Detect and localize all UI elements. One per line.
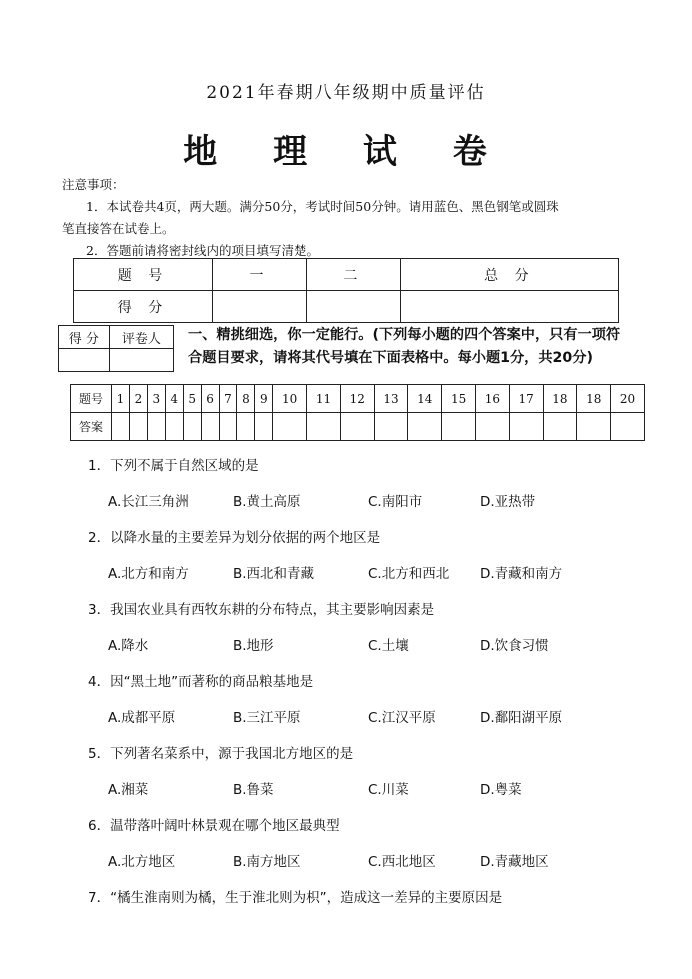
answer-cell[interactable] [219, 413, 237, 441]
question-number-cell: 11 [307, 385, 341, 413]
question-number-cell: 16 [475, 385, 509, 413]
question-number-cell: 14 [408, 385, 442, 413]
question-number-cell: 9 [255, 385, 273, 413]
option-b[interactable]: B.南方地区 [233, 854, 301, 870]
score-cell[interactable] [306, 291, 400, 323]
notes-item: 2．答题前请将密封线内的项目填写清楚。 [86, 243, 319, 258]
notes-heading: 注意事项： [62, 177, 125, 192]
option-d[interactable]: D.青藏和南方 [480, 566, 563, 582]
question-item [88, 880, 668, 952]
question-stem: 4．因“黑土地”而著称的商品粮基地是 [88, 674, 314, 690]
question-number-cell: 6 [201, 385, 219, 413]
answer-cell[interactable] [442, 413, 476, 441]
grader-name-label: 评卷人 [109, 326, 173, 349]
option-b[interactable]: B.三江平原 [233, 710, 301, 726]
exam-subtitle: 2021年春期八年级期中质量评估 [206, 83, 486, 103]
notes-item: 笔直接答在试卷上。 [62, 221, 175, 236]
option-d[interactable]: D.粤菜 [480, 782, 522, 798]
question-item [88, 664, 668, 736]
question-number-cell: 12 [340, 385, 374, 413]
section-title: 一、精挑细选，你一定能行。(下列每小题的四个答案中，只有一项符合题目要求，请将其代号填在下面表格中。每小题1分，共20分) [188, 327, 621, 366]
answer-table [70, 384, 645, 441]
question-number-cell: 13 [374, 385, 408, 413]
option-a[interactable]: A.成都平原 [108, 710, 176, 726]
score-header-cell: 总 分 [400, 259, 618, 291]
option-a[interactable]: A.长江三角洲 [108, 494, 189, 510]
answer-row-label: 题号 [71, 385, 112, 413]
answer-cell[interactable] [112, 413, 130, 441]
option-d[interactable]: D.亚热带 [480, 494, 536, 510]
question-number-cell: 5 [183, 385, 201, 413]
grader-score-label: 得 分 [59, 326, 110, 349]
question-stem: 7．“橘生淮南则为橘，生于淮北则为枳”，造成这一差异的主要原因是 [88, 890, 503, 906]
question-number-cell: 20 [611, 385, 645, 413]
score-cell[interactable] [400, 291, 618, 323]
question-number-cell: 17 [509, 385, 543, 413]
grader-table [58, 325, 174, 372]
notes-item: 1．本试卷共4页，两大题。满分50分，考试时间50分钟。请用蓝色、黑色钢笔或圆珠 [86, 199, 559, 214]
option-b[interactable]: B.西北和青藏 [233, 566, 315, 582]
answer-cell[interactable] [307, 413, 341, 441]
option-d[interactable]: D.鄱阳湖平原 [480, 710, 563, 726]
question-number-cell: 4 [165, 385, 183, 413]
grader-name-cell[interactable] [109, 349, 173, 372]
grader-score-cell[interactable] [59, 349, 110, 372]
option-c[interactable]: C.川菜 [368, 782, 409, 798]
option-a[interactable]: A.湘菜 [108, 782, 149, 798]
question-item [88, 736, 668, 808]
option-c[interactable]: C.西北地区 [368, 854, 436, 870]
answer-row-label: 答案 [71, 413, 112, 441]
question-number-cell: 3 [147, 385, 165, 413]
option-a[interactable]: A.北方地区 [108, 854, 176, 870]
answer-cell[interactable] [183, 413, 201, 441]
option-a[interactable]: A.北方和南方 [108, 566, 189, 582]
exam-title: 地 理 试 卷 [183, 132, 509, 172]
answer-cell[interactable] [374, 413, 408, 441]
question-list [88, 448, 668, 952]
answer-cell[interactable] [147, 413, 165, 441]
option-a[interactable]: A.降水 [108, 638, 149, 654]
answer-cell[interactable] [201, 413, 219, 441]
option-d[interactable]: D.青藏地区 [480, 854, 549, 870]
question-stem: 2．以降水量的主要差异为划分依据的两个地区是 [88, 530, 381, 546]
option-d[interactable]: D.饮食习惯 [480, 638, 549, 654]
option-b[interactable]: B.鲁菜 [233, 782, 274, 798]
question-stem: 5．下列著名菜系中，源于我国北方地区的是 [88, 746, 354, 762]
score-cell[interactable] [213, 291, 307, 323]
answer-cell[interactable] [237, 413, 255, 441]
question-stem: 3．我国农业具有西牧东耕的分布特点，其主要影响因素是 [88, 602, 435, 618]
option-b[interactable]: B.黄土高原 [233, 494, 301, 510]
score-header-cell: 题 号 [74, 259, 213, 291]
answer-cell[interactable] [165, 413, 183, 441]
score-row-label: 得 分 [74, 291, 213, 323]
option-c[interactable]: C.土壤 [368, 638, 409, 654]
answer-cell[interactable] [129, 413, 147, 441]
answer-cell[interactable] [475, 413, 509, 441]
answer-cell[interactable] [273, 413, 307, 441]
score-header-cell: 二 [306, 259, 400, 291]
score-header-cell: 一 [213, 259, 307, 291]
question-stem: 6．温带落叶阔叶林景观在哪个地区最典型 [88, 818, 340, 834]
answer-cell[interactable] [611, 413, 645, 441]
option-c[interactable]: C.南阳市 [368, 494, 423, 510]
answer-cell[interactable] [543, 413, 577, 441]
question-number-cell: 15 [442, 385, 476, 413]
question-item [88, 592, 668, 664]
score-table [73, 258, 619, 323]
question-item [88, 520, 668, 592]
answer-cell[interactable] [577, 413, 611, 441]
question-number-cell: 1 [112, 385, 130, 413]
question-number-cell: 10 [273, 385, 307, 413]
question-number-cell: 8 [237, 385, 255, 413]
option-c[interactable]: C.北方和西北 [368, 566, 450, 582]
question-number-cell: 18 [543, 385, 577, 413]
answer-cell[interactable] [255, 413, 273, 441]
answer-cell[interactable] [509, 413, 543, 441]
question-number-cell: 7 [219, 385, 237, 413]
answer-cell[interactable] [340, 413, 374, 441]
option-b[interactable]: B.地形 [233, 638, 274, 654]
option-c[interactable]: C.江汉平原 [368, 710, 436, 726]
notes-section [62, 174, 642, 262]
question-number-cell: 18 [577, 385, 611, 413]
question-number-cell: 2 [129, 385, 147, 413]
question-stem: 1．下列不属于自然区域的是 [88, 458, 259, 474]
question-item [88, 448, 668, 520]
answer-cell[interactable] [408, 413, 442, 441]
question-item [88, 808, 668, 880]
